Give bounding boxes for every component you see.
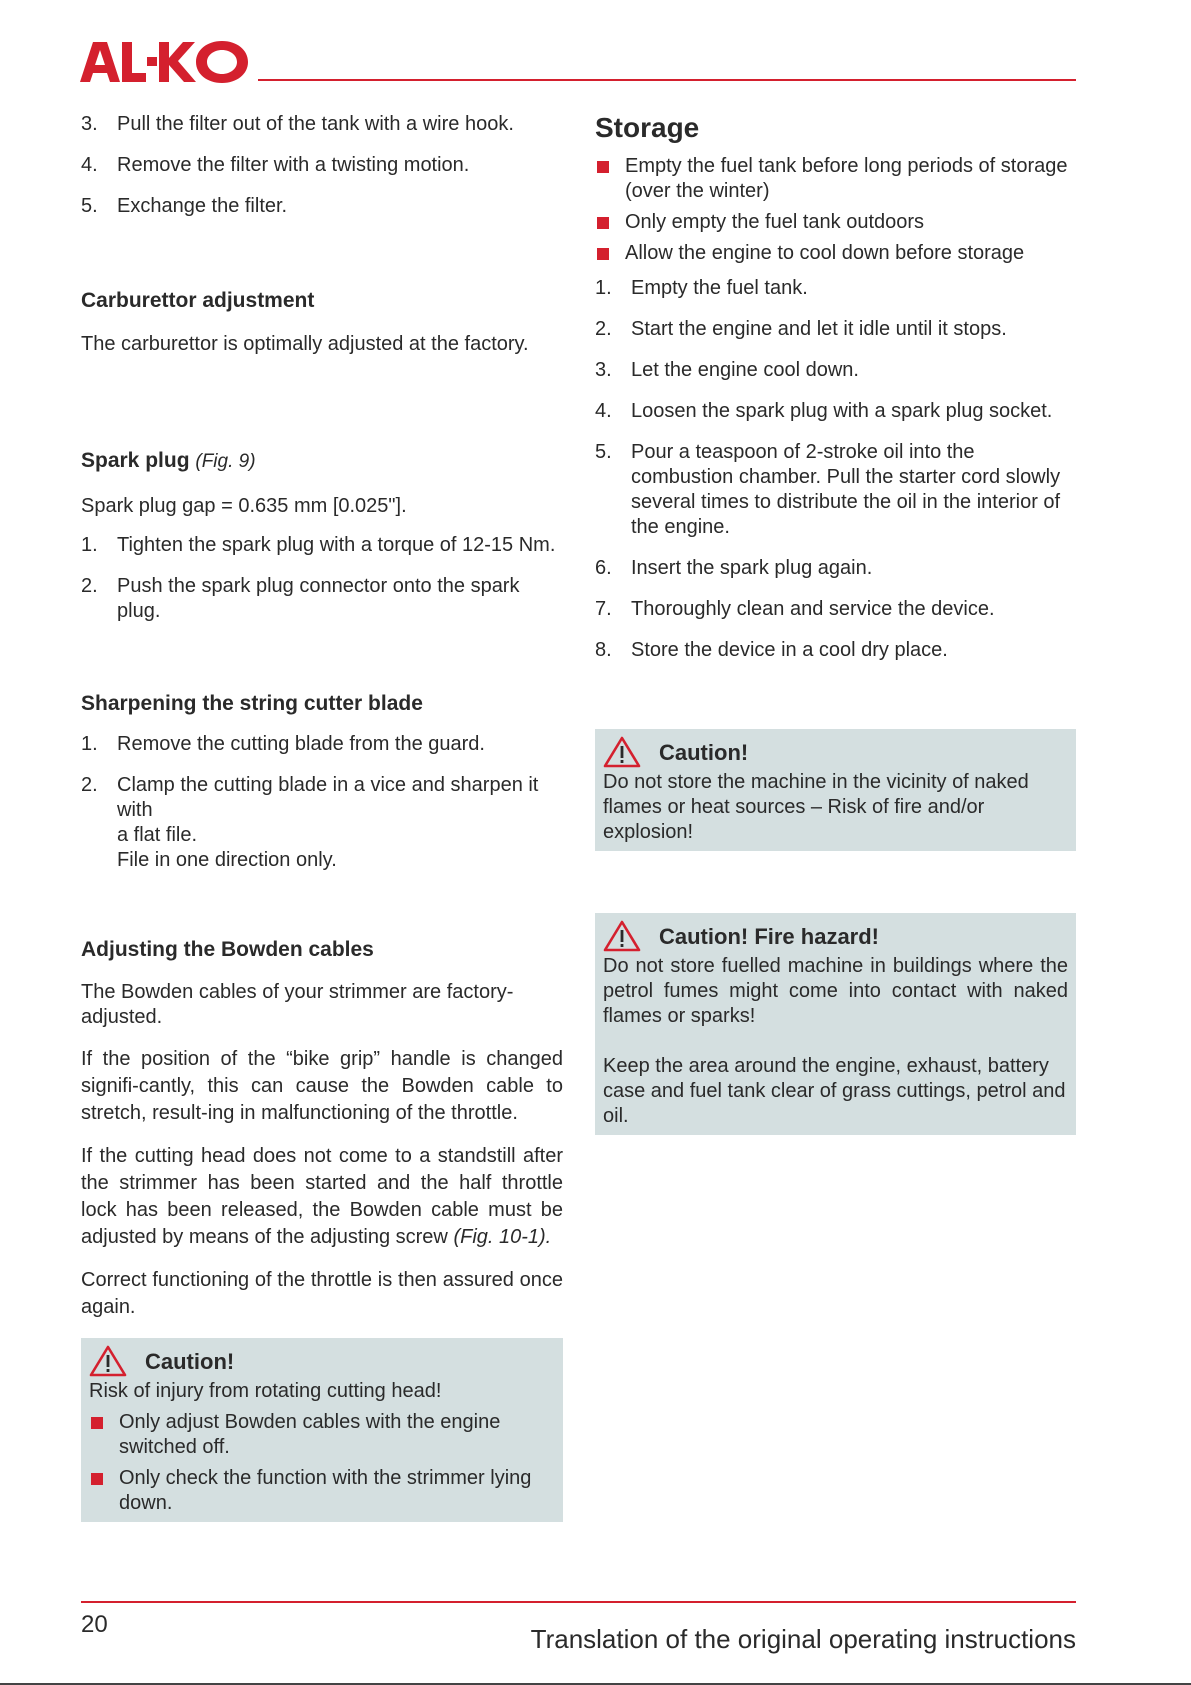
list-item (81, 112, 563, 137)
warning-triangle-icon (89, 1345, 127, 1377)
list-item (81, 153, 563, 178)
step-text: Empty the fuel tank. (631, 277, 808, 299)
caution-title: Caution! Fire hazard! (659, 923, 880, 949)
bullet-square-icon (597, 161, 609, 173)
list-item (595, 210, 1076, 235)
bullet-text: Only empty the fuel tank outdoors (625, 211, 925, 233)
step-text-line: Clamp the cutting blade in a vice and sharpen it with (117, 774, 539, 821)
step-text: Pull the filter out of the tank with a wire hook. (117, 113, 514, 135)
caution-box (595, 729, 1076, 851)
caution-header (89, 1345, 555, 1377)
step-text: Remove the filter with a twisting motion. (117, 154, 470, 176)
list-item (595, 399, 1076, 424)
list-item (595, 440, 1076, 540)
bowden-fig-ref: (Fig. 10-1). (453, 1226, 552, 1248)
step-text: Insert the spark plug again. (631, 557, 873, 579)
bullet-text: Only adjust Bowden cables with the engine switched off. (119, 1411, 501, 1458)
footer-text: Translation of the original operating instructions (530, 1624, 1076, 1654)
list-item (595, 154, 1076, 204)
step-number: 5. (81, 195, 98, 217)
list-item (595, 597, 1076, 622)
caution-title: Caution! (659, 739, 749, 765)
step-number: 4. (595, 400, 612, 422)
list-item (595, 358, 1076, 383)
caution-text: Do not store fuelled machine in buildings where the petrol fumes might come into contact with naked flames or sparks! (603, 955, 1068, 1027)
bullet-text: Allow the engine to cool down before storage (625, 242, 1025, 264)
warning-triangle-icon (603, 736, 641, 768)
list-item (81, 732, 563, 757)
bowden-heading: Adjusting the Bowden cables (81, 938, 374, 961)
list-item (595, 241, 1076, 266)
caution-text: Do not store the machine in the vicinity of naked flames or heat sources – Risk of fire and/or explosion! (603, 771, 1029, 843)
carburettor-text: The carburettor is optimally adjusted at the factory. (81, 333, 529, 355)
carburettor-heading: Carburettor adjustment (81, 289, 315, 312)
list-item (81, 194, 563, 219)
step-number: 1. (81, 534, 98, 556)
spark-plug-title: Spark plug (81, 449, 190, 472)
bowden-paragraph: Correct functioning of the throttle is then assured once again. (81, 1269, 563, 1318)
caution-fire-box (595, 913, 1076, 1135)
step-text: Let the engine cool down. (631, 359, 859, 381)
bullet-square-icon (597, 217, 609, 229)
step-text: Push the spark plug connector onto the spark plug. (117, 575, 520, 622)
step-text: Store the device in a cool dry place. (631, 639, 948, 661)
step-text: Loosen the spark plug with a spark plug socket. (631, 400, 1053, 422)
caution-header (603, 736, 1068, 768)
storage-bullets (595, 154, 1076, 266)
list-item (595, 638, 1076, 663)
step-number: 6. (595, 557, 612, 579)
step-number: 2. (595, 318, 612, 340)
page-number: 20 (81, 1611, 108, 1638)
step-text: Remove the cutting blade from the guard. (117, 733, 485, 755)
step-number: 2. (81, 774, 98, 796)
step-number: 2. (81, 575, 98, 597)
caution-text: Risk of injury from rotating cutting head! (89, 1380, 442, 1402)
step-number: 1. (595, 277, 612, 299)
list-item (81, 574, 563, 624)
header-rule (258, 79, 1076, 81)
bowden-paragraph-text: If the cutting head does not come to a standstill after the strimmer has been started and the half throttle lock has been released, the Bowden cable must be adjusted by means of the adjusting screw (81, 1145, 563, 1248)
step-text: Exchange the filter. (117, 195, 288, 217)
footer-rule (81, 1601, 1076, 1603)
spark-plug-gap: Spark plug gap = 0.635 mm [0.025"]. (81, 495, 407, 517)
step-number: 1. (81, 733, 98, 755)
right-column (595, 112, 1076, 1135)
list-item (595, 556, 1076, 581)
storage-heading: Storage (595, 112, 700, 143)
bullet-square-icon (597, 248, 609, 260)
caution-title: Caution! (145, 1348, 235, 1374)
step-text-line: a flat file. (117, 824, 198, 846)
step-number: 3. (81, 113, 98, 135)
al-ko-logo (80, 40, 248, 84)
spark-plug-fig-ref: (Fig. 9) (195, 451, 256, 472)
step-text: Pour a teaspoon of 2-stroke oil into the combustion chamber. Pull the starter cord slowly several times to distribute the oil in the interior of the engine. (631, 441, 1061, 538)
list-item (595, 276, 1076, 301)
bowden-paragraph: The Bowden cables of your strimmer are factory-adjusted. (81, 981, 514, 1028)
step-number: 8. (595, 639, 612, 661)
bullet-text: Only check the function with the strimmer lying down. (119, 1467, 532, 1514)
caution-bullet (89, 1410, 555, 1460)
list-item (595, 317, 1076, 342)
left-column (81, 112, 563, 1522)
warning-triangle-icon (603, 920, 641, 952)
caution-box (81, 1338, 563, 1522)
step-text: Start the engine and let it idle until it stops. (631, 318, 1007, 340)
bullet-square-icon (91, 1473, 103, 1485)
step-number: 3. (595, 359, 612, 381)
step-number: 4. (81, 154, 98, 176)
step-number: 7. (595, 598, 612, 620)
caution-bullet (89, 1466, 555, 1516)
bullet-text: Empty the fuel tank before long periods of storage (over the winter) (625, 155, 1068, 202)
list-item (81, 773, 563, 873)
spark-plug-heading (81, 448, 563, 474)
step-text (117, 773, 563, 873)
caution-header (603, 920, 1068, 952)
bowden-paragraph: If the position of the “bike grip” handle is changed signifi-cantly, this can cause the Bowden cable to stretch, result-ing in malfunctioning of the throttle. (81, 1048, 563, 1124)
step-text: Tighten the spark plug with a torque of 12-15 Nm. (117, 534, 556, 556)
filter-steps (81, 112, 563, 219)
caution-text: Keep the area around the engine, exhaust, battery case and fuel tank clear of grass cuttings, petrol and oil. (603, 1055, 1066, 1127)
bowden-paragraph (81, 1143, 563, 1251)
step-text: Thoroughly clean and service the device. (631, 598, 995, 620)
step-text-line: File in one direction only. (117, 849, 337, 871)
storage-steps (595, 276, 1076, 663)
sharpening-heading: Sharpening the string cutter blade (81, 692, 423, 715)
list-item (81, 533, 563, 558)
bullet-square-icon (91, 1417, 103, 1429)
step-number: 5. (595, 441, 612, 463)
